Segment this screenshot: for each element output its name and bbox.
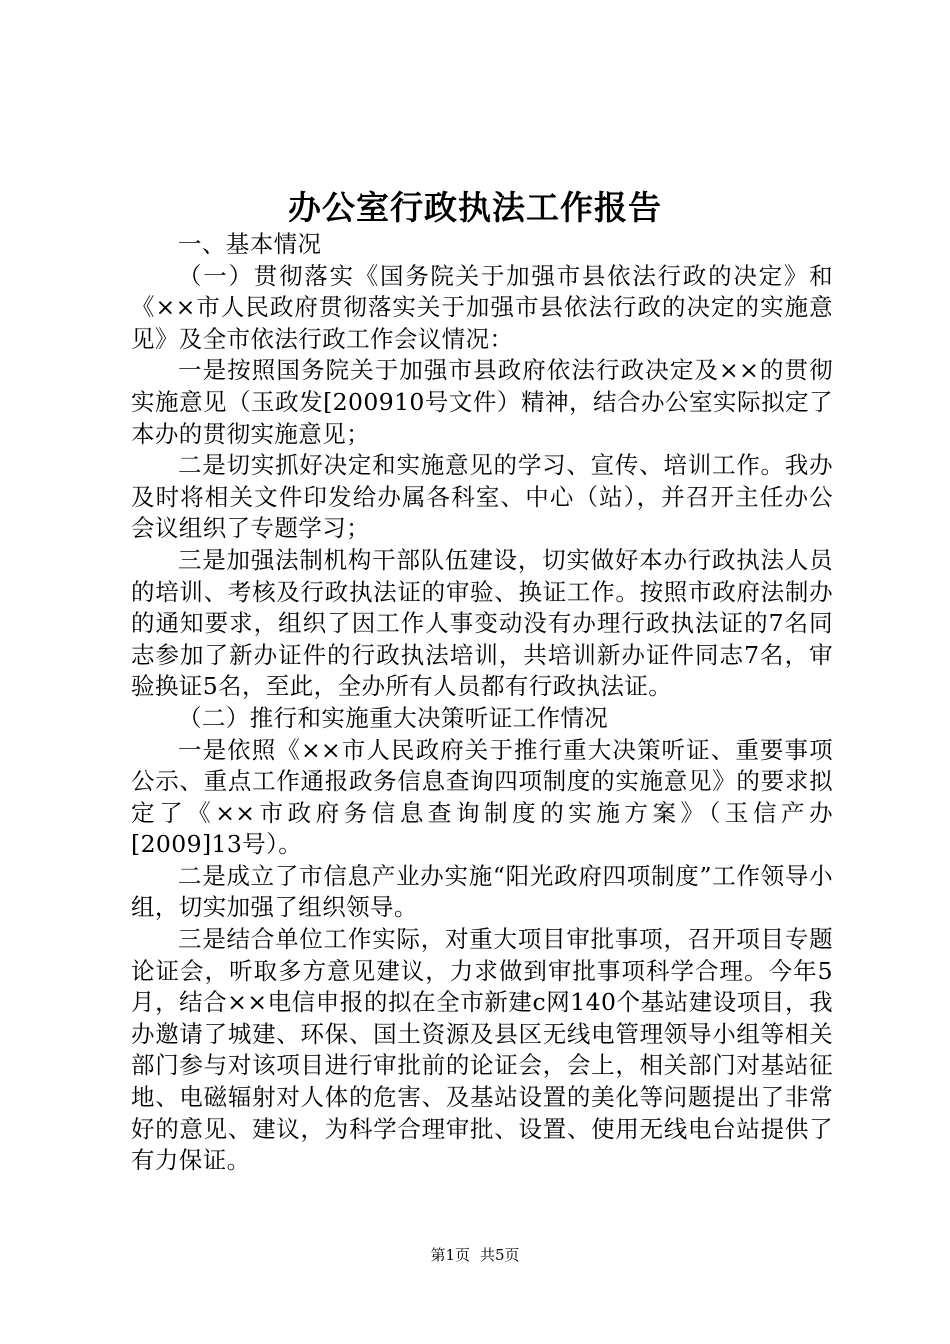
subsection-heading-1: （一）贯彻落实《国务院关于加强市县依法行政的决定》和《××市人民政府贯彻落实关于加强市县依法行政的决定的实施意见》及全市依法行政工作会议情况： [131,261,833,353]
paragraph: 一是依照《××市人民政府关于推行重大决策听证、重要事项公示、重点工作通报政务信息查询四项制度的实施意见》的要求拟定了《××市政府务信息查询制度的实施方案》（玉信产办[2009]13号）。 [131,735,833,859]
paragraph: 一是按照国务院关于加强市县政府依法行政决定及××的贯彻实施意见（玉政发[200910号文件）精神，结合办公室实际拟定了本办的贯彻实施意见； [131,356,833,448]
paragraph: 三是结合单位工作实际，对重大项目审批事项，召开项目专题论证会，听取多方意见建议，力求做到审批事项科学合理。今年5月，结合××电信申报的拟在全市新建c网140个基站建设项目，我办邀请了城建、环保、国土资源及县区无线电管理领导小组等相关部门参与对该项目进行审批前的论证会，会上，相关部门对基站征地、电磁辐射对人体的危害、及基站设置的美化等问题提出了非常好的意见、建议，为科学合理审批、设置、使用无线电台站提供了有力保证。 [131,925,833,1175]
paragraph: 二是成立了市信息产业办实施“阳光政府四项制度”工作领导小组，切实加强了组织领导。 [131,861,833,922]
document-title: 办公室行政执法工作报告 [288,188,662,227]
document-body [131,229,833,1177]
page-total: 共5页 [480,1246,520,1264]
subsection-heading-2: （二）推行和实施重大决策听证工作情况 [178,703,609,732]
page-footer [0,1243,950,1267]
page-number: 第1页 [430,1246,470,1264]
paragraph: 三是加强法制机构干部队伍建设，切实做好本办行政执法人员的培训、考核及行政执法证的审验、换证工作。按照市政府法制办的通知要求，组织了因工作人事变动没有办理行政执法证的7名同志参加了新办证件的行政执法培训，共培训新办证件同志7名，审验换证5名，至此，全办所有人员都有行政执法证。 [131,545,833,701]
section-heading-basic: 一、基本情况 [178,230,322,258]
paragraph: 二是切实抓好决定和实施意见的学习、宣传、培训工作。我办及时将相关文件印发给办属各科室、中心（站），并召开主任办公会议组织了专题学习； [131,451,833,543]
